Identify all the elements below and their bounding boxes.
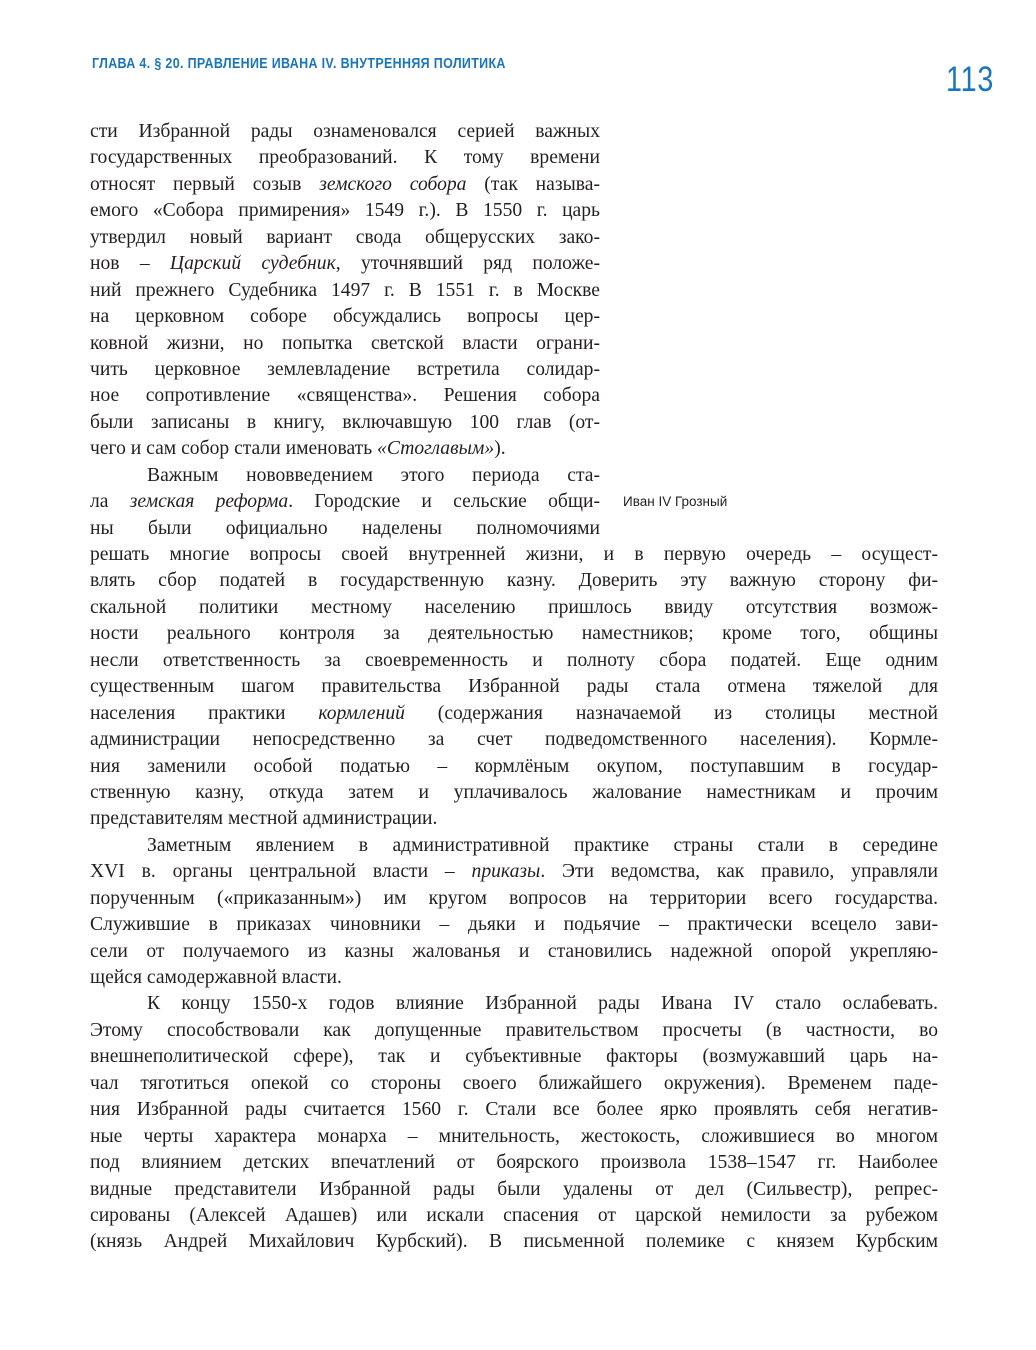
text-segment: государственных преобразований. К тому времени bbox=[90, 147, 600, 169]
text-segment: скальной политики местному населению пришлось ввиду отсутствия возмож- bbox=[90, 596, 938, 618]
italic-term: приказы bbox=[471, 861, 541, 883]
text-line bbox=[90, 1044, 938, 1070]
text-segment: чего и сам собор стали именовать bbox=[90, 438, 378, 460]
text-line bbox=[90, 1150, 938, 1176]
text-segment: ные черты характера монарха – мнительность, жестокость, сложившиеся во многом bbox=[90, 1125, 938, 1147]
text-line bbox=[90, 357, 600, 383]
italic-term: «Стоглавым» bbox=[377, 438, 495, 460]
text-line bbox=[90, 991, 938, 1017]
text-segment: ). bbox=[494, 438, 506, 460]
text-segment: емого «Собора примирения» 1549 г.). В 1550 г. царь bbox=[90, 200, 600, 222]
text-segment: К концу 1550-х годов влияние Избранной рады Ивана IV стало ослабевать. bbox=[147, 993, 938, 1015]
text-line bbox=[90, 859, 938, 885]
italic-term: кормлений bbox=[318, 702, 405, 724]
text-segment: утвердил новый вариант свода общерусских зако- bbox=[90, 226, 600, 248]
text-segment: были записаны в книгу, включавшую 100 глав (от- bbox=[90, 411, 600, 433]
text-line bbox=[90, 463, 600, 489]
text-line bbox=[90, 489, 600, 515]
text-line bbox=[90, 833, 938, 859]
text-segment: порученным («приказанным») им кругом вопросов на территории всего государства. bbox=[90, 887, 938, 909]
text-line bbox=[90, 674, 938, 700]
text-segment: решать многие вопросы своей внутренней жизни, и в первую очередь – осущест- bbox=[90, 544, 938, 565]
italic-term: земская реформа bbox=[129, 491, 289, 513]
text-segment: , уточнявший ряд положе- bbox=[335, 253, 600, 275]
text-line bbox=[90, 701, 938, 727]
text-segment: ственную казну, откуда затем и уплачивалось жалование наместникам и прочим bbox=[90, 781, 938, 803]
text-line bbox=[90, 1097, 938, 1123]
running-head: ГЛАВА 4. § 20. ПРАВЛЕНИЕ ИВАНА IV. ВНУТРЕННЯЯ ПОЛИТИКА bbox=[92, 56, 506, 72]
text-segment: ния заменили особой податью – кормлёным окупом, поступавшим в государ- bbox=[90, 755, 938, 777]
text-line bbox=[90, 278, 600, 304]
text-segment: Служившие в приказах чиновники – дьяки и подьячие – практически всецело зави- bbox=[90, 914, 938, 936]
text-line bbox=[90, 595, 938, 621]
text-segment: под влиянием детских впечатлений от боярского произвола 1538–1547 гг. Наиболее bbox=[90, 1152, 938, 1174]
text-segment: внешнеполитической сфере), так и субъективные факторы (возмужавший царь на- bbox=[90, 1046, 938, 1068]
text-segment: существенным шагом правительства Избранной рады стала отмена тяжелой для bbox=[90, 676, 938, 698]
text-segment: ния Избранной рады считается 1560 г. Стали все более ярко проявлять себя негатив- bbox=[90, 1099, 938, 1121]
text-line bbox=[90, 172, 600, 198]
text-line bbox=[90, 1229, 938, 1255]
text-line bbox=[90, 727, 938, 753]
text-segment: щейся самодержавной власти. bbox=[90, 967, 342, 988]
text-line bbox=[90, 886, 938, 912]
text-segment: ла bbox=[90, 491, 130, 513]
text-segment: чал тяготиться опекой со стороны своего ближайшего окружения). Временем паде- bbox=[90, 1072, 938, 1094]
text-line bbox=[90, 939, 938, 965]
text-line bbox=[90, 251, 600, 277]
body-text bbox=[90, 119, 938, 1256]
text-line bbox=[90, 568, 938, 594]
text-segment: видные представители Избранной рады были удалены от дел (Сильвестр), репрес- bbox=[90, 1178, 938, 1200]
text-segment: (содержания назначаемой из столицы местной bbox=[404, 702, 938, 724]
text-segment: Заметным явлением в административной практике страны стали в середине bbox=[147, 834, 938, 856]
text-segment: ное сопротивление «священства». Решения собора bbox=[90, 385, 600, 407]
text-segment: сти Избранной рады ознаменовался серией важных bbox=[90, 121, 600, 142]
text-segment: чить церковное землевладение встретила солидар- bbox=[90, 358, 600, 380]
text-line bbox=[90, 1018, 938, 1044]
text-segment: населения практики bbox=[90, 702, 319, 724]
text-line bbox=[90, 1203, 938, 1229]
text-line bbox=[90, 119, 600, 145]
text-segment: на церковном соборе обсуждались вопросы цер- bbox=[90, 306, 600, 328]
text-line bbox=[90, 304, 600, 330]
text-line bbox=[90, 410, 600, 436]
text-line bbox=[90, 542, 938, 568]
text-line bbox=[90, 1071, 938, 1097]
page-number: 113 bbox=[946, 60, 995, 99]
text-segment: . Городские и сельские общи- bbox=[288, 491, 600, 513]
text-segment: (князь Андрей Михайлович Курбский). В письменной полемике с князем Курбским bbox=[90, 1231, 938, 1253]
text-line bbox=[90, 516, 600, 542]
text-line bbox=[90, 331, 600, 357]
text-segment: относят первый созыв bbox=[90, 173, 320, 195]
text-segment: ковной жизни, но попытка светской власти ограни- bbox=[90, 332, 600, 354]
text-line bbox=[90, 806, 938, 832]
text-line bbox=[90, 225, 600, 251]
text-line bbox=[90, 780, 938, 806]
text-segment: XVI в. органы центральной власти – bbox=[90, 861, 472, 883]
text-line bbox=[90, 912, 938, 938]
text-segment: . Эти ведомства, как правило, управляли bbox=[540, 861, 938, 883]
text-line bbox=[90, 145, 600, 171]
text-line bbox=[90, 621, 938, 647]
text-segment: ности реального контроля за деятельностью наместников; кроме того, общины bbox=[90, 623, 938, 645]
italic-term: Царский судебник bbox=[169, 253, 336, 275]
text-segment: влять сбор податей в государственную казну. Доверить эту важную сторону фи- bbox=[90, 570, 938, 592]
italic-term: земского собора bbox=[319, 173, 467, 195]
text-line bbox=[90, 648, 938, 674]
text-line bbox=[90, 754, 938, 780]
text-line bbox=[90, 436, 600, 462]
figure-caption: Иван IV Грозный bbox=[623, 494, 728, 509]
text-segment: сированы (Алексей Адашев) или искали спасения от царской немилости за рубежом bbox=[90, 1204, 938, 1226]
text-segment: несли ответственность за своевременность и полноту сбора податей. Еще одним bbox=[90, 649, 938, 671]
text-segment: сели от получаемого из казны жалованья и становились надежной опорой укрепляю- bbox=[90, 940, 938, 962]
text-line bbox=[90, 1177, 938, 1203]
text-line bbox=[90, 965, 938, 991]
text-segment: нов – bbox=[90, 253, 170, 275]
text-segment: администрации непосредственно за счет подведомственного населения). Кормле- bbox=[90, 729, 938, 751]
text-line bbox=[90, 1124, 938, 1150]
text-line bbox=[90, 383, 600, 409]
text-segment: (так называ- bbox=[466, 173, 600, 195]
text-segment: Этому способствовали как допущенные правительством просчеты (в частности, во bbox=[90, 1019, 938, 1041]
text-segment: представителям местной администрации. bbox=[90, 808, 438, 830]
text-segment: Важным нововведением этого периода ста- bbox=[147, 464, 600, 486]
text-line bbox=[90, 198, 600, 224]
text-segment: ны были официально наделены полномочиями bbox=[90, 517, 600, 539]
text-segment: ний прежнего Судебника 1497 г. В 1551 г. в Москве bbox=[90, 279, 600, 301]
